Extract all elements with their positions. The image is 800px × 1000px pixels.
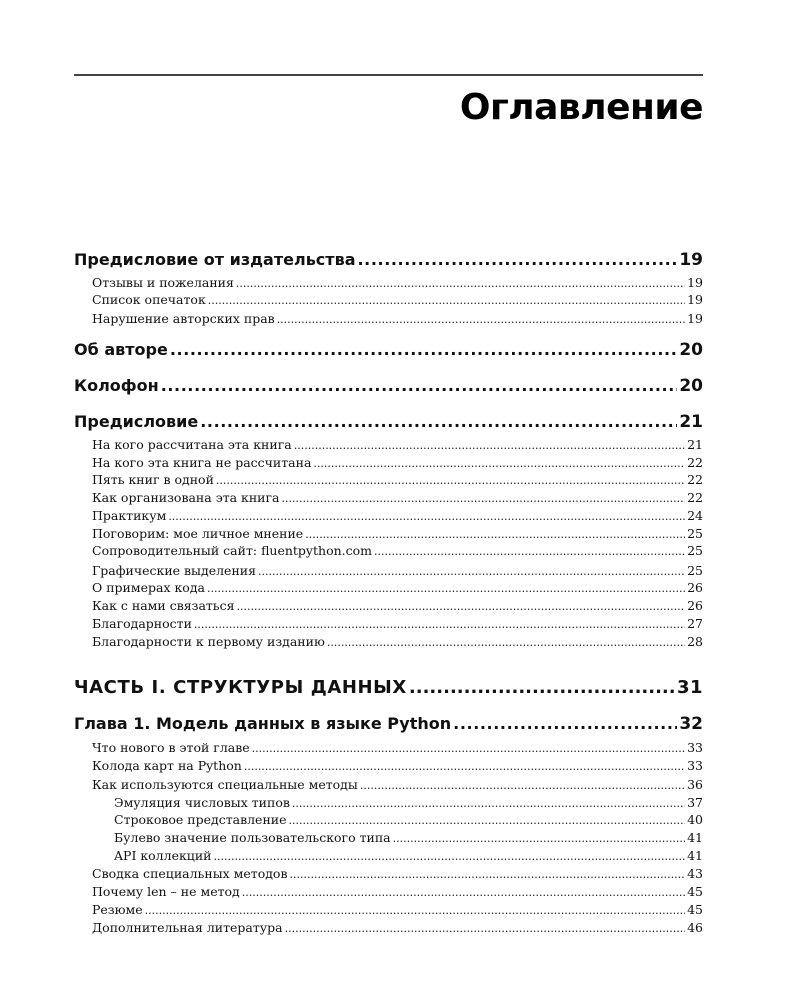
toc-entry-label: Резюме [92, 902, 143, 917]
toc-leader-dots [282, 491, 686, 507]
toc-entry[interactable] [74, 412, 703, 432]
toc-entry-page: 31 [676, 677, 703, 698]
toc-entry-page: 25 [687, 563, 703, 578]
toc-entry[interactable] [92, 472, 703, 489]
toc-leader-dots [252, 741, 685, 757]
toc-entry-label: Глава 1. Модель данных в языке Python [74, 714, 452, 733]
toc-entry[interactable] [92, 777, 703, 794]
page-title: Оглавление [459, 87, 703, 128]
toc-entry[interactable] [92, 311, 703, 328]
toc-entry[interactable] [92, 437, 703, 454]
toc-entry-label: Нарушение авторских прав [92, 311, 275, 326]
toc-entry[interactable] [92, 455, 703, 472]
toc-leader-dots [374, 544, 685, 560]
toc-entry-page: 45 [687, 902, 703, 917]
toc-entry-page: 19 [679, 250, 703, 270]
toc-entry-label: На кого эта книга не рассчитана [92, 455, 312, 470]
toc-entry-label: Благодарности к первому изданию [92, 634, 325, 649]
toc-entry-page: 26 [687, 598, 703, 613]
toc-entry-page: 22 [687, 455, 703, 470]
toc-entry[interactable] [74, 714, 703, 734]
toc-entry-label: Колофон [74, 376, 159, 395]
toc-entry[interactable] [92, 580, 703, 597]
toc-entry-label: Практикум [92, 508, 167, 523]
toc-leader-dots [213, 849, 685, 865]
toc-entry-page: 28 [687, 634, 703, 649]
toc-entry-page: 20 [679, 376, 703, 396]
toc-entry-label: Эмуляция числовых типов [114, 795, 290, 810]
toc-leader-dots [242, 885, 685, 901]
toc-leader-dots [327, 635, 685, 651]
toc-entry-page: 25 [687, 526, 703, 541]
toc-entry-page: 33 [687, 758, 703, 773]
toc-entry-label: О примерах кода [92, 580, 205, 595]
toc-entry-page: 41 [687, 848, 703, 863]
toc-entry-label: Строковое представление [114, 812, 287, 827]
toc-entry-page: 40 [687, 812, 703, 827]
toc-entry[interactable] [114, 812, 703, 829]
toc-leader-dots [289, 867, 685, 883]
toc-entry-label: Отзывы и пожелания [92, 275, 234, 290]
toc-entry-page: 46 [687, 920, 703, 935]
toc-entry[interactable] [92, 758, 703, 775]
toc-entry[interactable] [92, 740, 703, 757]
toc-leader-dots [237, 599, 686, 615]
toc-entry-page: 26 [687, 580, 703, 595]
toc-entry[interactable] [92, 508, 703, 525]
toc-leader-dots [313, 456, 685, 472]
toc-entry[interactable] [92, 902, 703, 919]
toc-leader-dots [277, 312, 685, 328]
toc-entry-page: 22 [687, 490, 703, 505]
toc-entry-label: Почему len – не метод [92, 884, 240, 899]
toc-entry-label: Что нового в этой главе [92, 740, 250, 755]
toc-entry-page: 19 [687, 311, 703, 326]
toc-entry-page: 41 [687, 830, 703, 845]
toc-entry[interactable] [114, 830, 703, 847]
toc-entry[interactable] [92, 866, 703, 883]
toc-entry[interactable] [92, 616, 703, 633]
toc-leader-dots [168, 509, 685, 525]
toc-leader-dots [360, 778, 685, 794]
toc-entry-label: Предисловие от издательства [74, 250, 356, 269]
toc-entry-page: 36 [687, 777, 703, 792]
toc-entry[interactable] [74, 340, 703, 360]
toc-entry[interactable] [92, 920, 703, 937]
toc-entry-label: Благодарности [92, 616, 192, 631]
toc-leader-dots [285, 921, 685, 937]
toc-entry-label: Сводка специальных методов [92, 866, 288, 881]
toc-entry-label: Колода карт на Python [92, 758, 242, 773]
toc-leader-dots [453, 714, 677, 734]
toc-entry-label: Об авторе [74, 340, 168, 359]
toc-entry-label: Как используются специальные методы [92, 777, 358, 792]
toc-leader-dots [161, 376, 678, 396]
toc-entry-label: Булево значение пользовательского типа [114, 830, 391, 845]
toc-leader-dots [208, 293, 685, 309]
toc-entry[interactable] [74, 376, 703, 396]
toc-entry-page: 24 [687, 508, 703, 523]
toc-part-heading[interactable] [74, 677, 703, 699]
toc-entry-page: 33 [687, 740, 703, 755]
toc-entry-label: Список опечаток [92, 292, 206, 307]
toc-leader-dots [170, 340, 677, 360]
toc-entry[interactable] [114, 848, 703, 865]
toc-entry-page: 45 [687, 884, 703, 899]
toc-leader-dots [357, 250, 677, 270]
toc-leader-dots [305, 527, 685, 543]
toc-leader-dots [409, 677, 675, 699]
toc-leader-dots [294, 438, 685, 454]
toc-entry[interactable] [92, 275, 703, 292]
toc-entry-page: 20 [679, 340, 703, 360]
toc-entry[interactable] [92, 884, 703, 901]
toc-entry[interactable] [92, 526, 703, 543]
toc-entry-page: 32 [679, 714, 703, 734]
toc-entry-page: 27 [687, 616, 703, 631]
toc-leader-dots [236, 276, 685, 292]
toc-entry[interactable] [92, 598, 703, 615]
toc-entry[interactable] [92, 490, 703, 507]
toc-entry-page: 22 [687, 472, 703, 487]
toc-entry[interactable] [114, 795, 703, 812]
toc-leader-dots [216, 473, 685, 489]
toc-entry-label: Как организована эта книга [92, 490, 280, 505]
toc-entry-label: Предисловие [74, 412, 199, 431]
toc-entry[interactable] [92, 292, 703, 309]
toc-leader-dots [207, 581, 685, 597]
toc-entry-page: 25 [687, 543, 703, 558]
toc-entry[interactable] [92, 563, 703, 580]
toc-leader-dots [244, 759, 685, 775]
header-rule [74, 74, 703, 76]
toc-entry-page: 21 [679, 412, 703, 432]
toc-entry-label: ЧАСТЬ I. СТРУКТУРЫ ДАННЫХ [74, 677, 407, 698]
toc-entry-label: На кого рассчитана эта книга [92, 437, 292, 452]
toc-entry[interactable] [92, 634, 703, 651]
toc-entry-label: Графические выделения [92, 563, 256, 578]
toc-entry-label: Дополнительная литература [92, 920, 283, 935]
toc-entry-label: Поговорим: мое личное мнение [92, 526, 304, 541]
toc-entry-page: 37 [687, 795, 703, 810]
toc-leader-dots [145, 903, 685, 919]
toc-entry-page: 21 [687, 437, 703, 452]
toc-entry-label: Пять книг в одной [92, 472, 214, 487]
toc-entry-page: 19 [687, 292, 703, 307]
toc-entry-label: API коллекций [114, 848, 212, 863]
toc-entry-label: Как с нами связаться [92, 598, 235, 613]
toc-leader-dots [258, 564, 685, 580]
toc-leader-dots [289, 813, 686, 829]
toc-leader-dots [194, 617, 685, 633]
toc-entry-page: 43 [687, 866, 703, 881]
toc-entry-page: 19 [687, 275, 703, 290]
toc-entry[interactable] [74, 250, 703, 270]
toc-entry-label: Сопроводительный сайт: fluentpython.com [92, 543, 372, 558]
toc-entry[interactable] [92, 543, 703, 560]
toc-leader-dots [393, 831, 685, 847]
toc-leader-dots [200, 412, 677, 432]
toc-leader-dots [292, 796, 685, 812]
